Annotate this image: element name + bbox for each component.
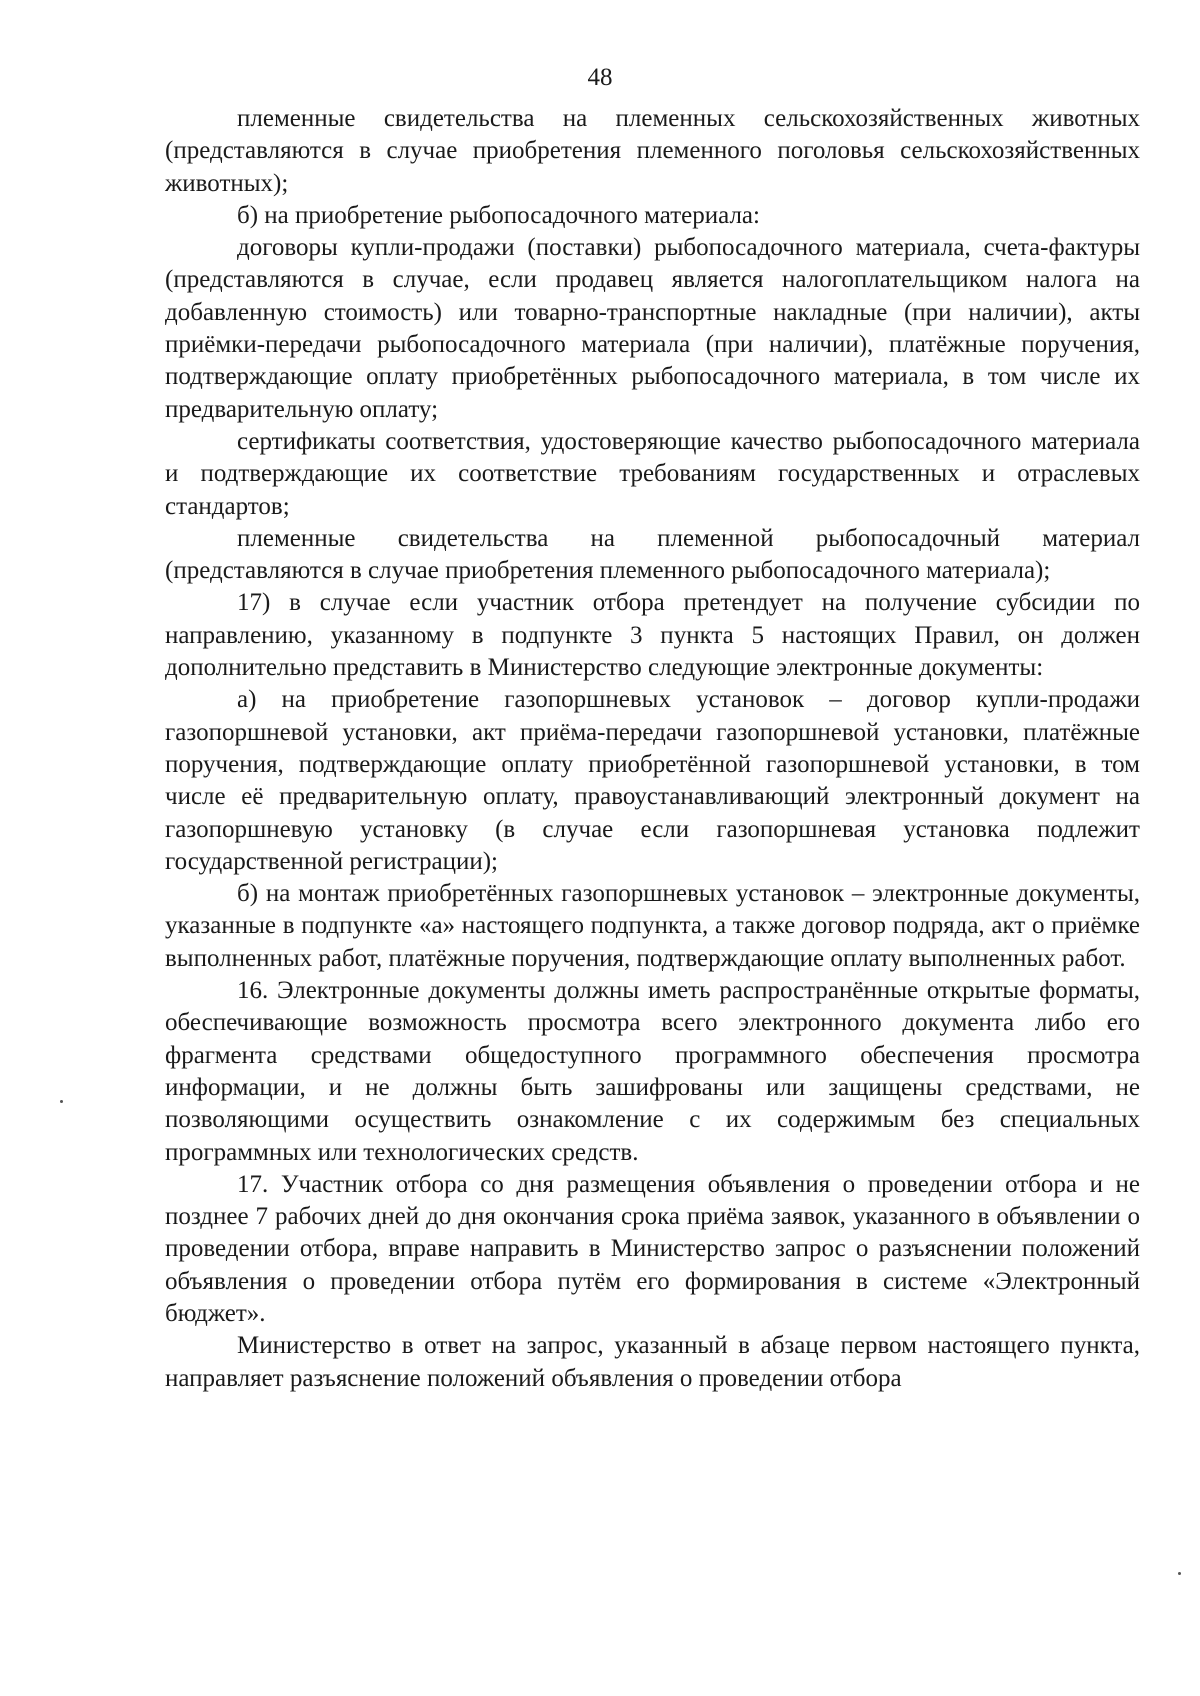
paragraph-section-16-formats: 16. Электронные документы должны иметь распространённые открытые форматы, обеспечивающие возможность просмотра всего электронного документа либо его фрагмента средствами общедоступного программного обеспечения просмотра информации, и не должны быть зашифрованы или защищены средствами, не позволяющими осуществить ознакомление с их содержимым без специальных программных или технологических средств.: [165, 977, 1140, 1166]
paragraph-section-17-clarification-request: 17. Участник отбора со дня размещения объявления о проведении отбора и не позднее 7 рабочих дней до дня окончания срока приёма заявок, указанного в объявлении о проведении отбора, вправе направить в Министерство запрос о разъяснении положений объявления о проведении отбора путём его формирования в системе «Электронный бюджет».: [165, 1170, 1140, 1327]
paragraph-ministry-response: Министерство в ответ на запрос, указанный в абзаце первом настоящего пункта, направляет разъяснение положений объявления о проведении отбора: [165, 1332, 1140, 1392]
scan-speck: [60, 1100, 63, 1103]
paragraph-gas-piston-installation: б) на монтаж приобретённых газопоршневых установок – электронные документы, указанные в подпункте «а» настоящего подпункта, а также договор подряда, акт о приёмке выполненных работ, платёжные поручения, подтверждающие оплату выполненных работ.: [165, 880, 1140, 972]
paragraph-fish-stock-heading: б) на приобретение рыбопосадочного материала:: [237, 201, 760, 229]
paragraph-gas-piston-purchase: а) на приобретение газопоршневых установок – договор купли-продажи газопоршневой установки, акт приёма-передачи газопоршневой установки, платёжные поручения, подтверждающие оплату приобретённой газопоршневой установки, в том числе её предварительную оплату, правоустанавливающий электронный документ на газопоршневую установку (в случае если газопоршневая установка подлежит государственной регистрации);: [165, 686, 1140, 875]
paragraph-conformity-certificates: сертификаты соответствия, удостоверяющие качество рыбопосадочного материала и подтверждающие их соответствие требованиям государственных и отраслевых стандартов;: [165, 427, 1140, 520]
paragraph-fish-stock-contracts: договоры купли-продажи (поставки) рыбопосадочного материала, счета-фактуры (представляются в случае, если продавец является налогоплательщиком налога на добавленную стоимость) или товарно-транспортные накладные (при наличии), акты приёмки-передачи рыбопосадочного материала (при наличии), платёжные поручения, подтверждающие оплату приобретённых рыбопосадочного материала, в том числе их предварительную оплату;: [165, 234, 1140, 423]
paragraph-item-17-subsidy: 17) в случае если участник отбора претендует на получение субсидии по направлению, указанному в подпункте 3 пункта 5 настоящих Правил, он должен дополнительно представить в Министерство следующие электронные документы:: [165, 589, 1140, 682]
paragraph-breeding-certificates-animals: племенные свидетельства на племенных сельскохозяйственных животных (представляются в случае приобретения племенного поголовья сельскохозяйственных животных);: [165, 105, 1140, 197]
scan-speck: [1178, 1572, 1181, 1575]
document-body: [165, 103, 1140, 1395]
page-number: 48: [587, 64, 613, 91]
paragraph-breeding-certificates-fish: племенные свидетельства на племенной рыбопосадочный материал (представляются в случае приобретения племенного рыбопосадочного материала);: [165, 524, 1140, 585]
